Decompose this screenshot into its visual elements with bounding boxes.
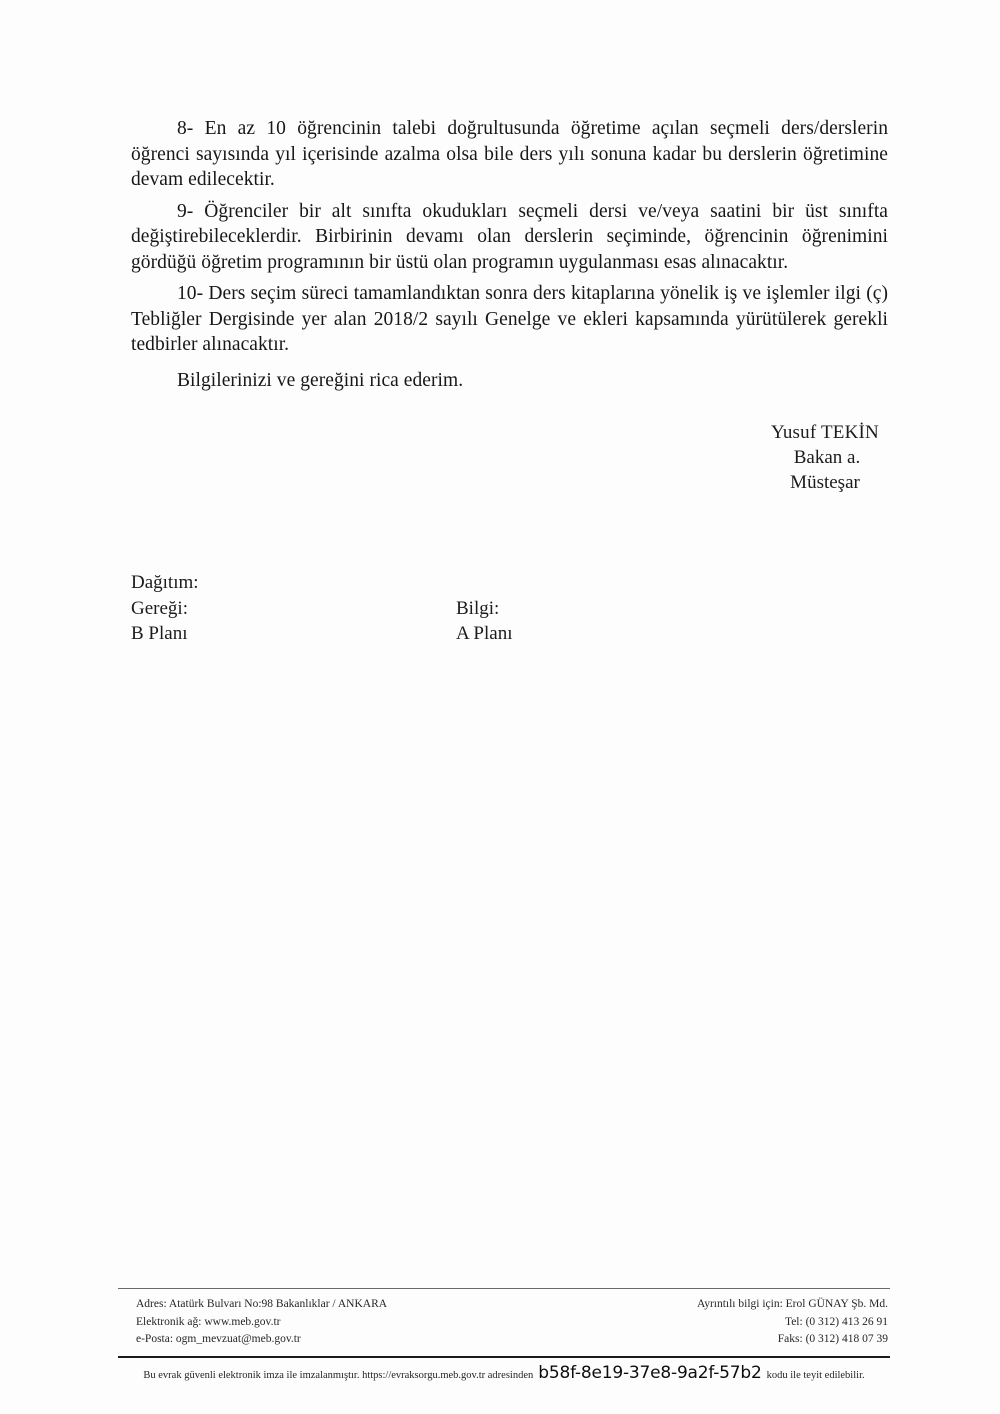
signer-name: Yusuf TEKİN xyxy=(771,422,879,443)
distribution-title: Dağıtım: xyxy=(131,572,199,593)
closing-line: Bilgilerinizi ve gereğini rica ederim. xyxy=(177,369,464,391)
signer-role-line-1: Bakan a. xyxy=(793,447,861,468)
paragraph-9: 9- Öğrenciler bir alt sınıfta okudukları seçmeli dersi ve/veya saatini bir üst sınıfta değiştirebileceklerdir. Birbirinin devamı olan derslerin seçiminde, öğrencinin öğrenimini gördüğü öğretim programının bir üstü olan programın uygulanması esas alınacaktır. xyxy=(131,200,888,273)
distribution-bilgi-value: A Planı xyxy=(456,623,513,644)
page-footer xyxy=(118,1296,890,1349)
distribution-bilgi-header: Bilgi: xyxy=(456,597,500,619)
footer-address: Adres: Atatürk Bulvarı No:98 Bakanlıklar / ANKARA xyxy=(136,1298,388,1310)
esign-verification-code: b58f-8e19-37e8-9a2f-57b2 xyxy=(538,1363,762,1383)
footer-contact-person: Ayrıntılı bilgi için: Erol GÜNAY Şb. Md. xyxy=(696,1298,888,1310)
esign-suffix-text: kodu ile teyit edilebilir. xyxy=(766,1370,865,1381)
distribution-header-row xyxy=(131,596,731,622)
footer-website: Elektronik ağ: www.meb.gov.tr xyxy=(136,1315,281,1328)
signer-role-line-2: Müsteşar xyxy=(790,472,860,493)
distribution-gereegi-value: B Planı xyxy=(131,623,188,644)
footer-address-column xyxy=(118,1296,387,1349)
footer-telephone: Tel: (0 312) 413 26 91 xyxy=(784,1315,888,1328)
footer-email: e-Posta: ogm_mevzuat@meb.gov.tr xyxy=(136,1333,301,1345)
footer-top-divider xyxy=(118,1288,890,1289)
esign-prefix-text: Bu evrak güvenli elektronik imza ile imzalanmıştır. https://evraksorgu.meb.gov.tr adresinden xyxy=(143,1370,534,1381)
distribution-gereegi-header: Gereği: xyxy=(131,597,188,619)
footer-contact-column xyxy=(697,1296,890,1349)
paragraph-10: 10- Ders seçim süreci tamamlandıktan sonra ders kitaplarına yönelik iş ve işlemler ilgi (ç) Tebliğler Dergisinde yer alan 2018/2 sayılı Genelge ve ekleri kapsamında yürütülerek gerekli tedbirler alınacaktır. xyxy=(131,283,888,355)
document-body xyxy=(131,116,888,399)
distribution-title-row xyxy=(131,570,731,596)
signature-block xyxy=(700,420,950,495)
distribution-block xyxy=(131,570,731,647)
distribution-title-spacer xyxy=(456,570,731,596)
footer-bottom-divider xyxy=(118,1356,890,1358)
footer-fax: Faks: (0 312) 418 07 39 xyxy=(777,1333,888,1345)
distribution-value-row xyxy=(131,621,731,647)
electronic-signature-notice xyxy=(118,1364,890,1383)
paragraph-8: 8- En az 10 öğrencinin talebi doğrultusunda öğretime açılan seçmeli ders/derslerin öğrenci sayısında yıl içerisinde azalma olsa bile ders yılı sonuna kadar bu derslerin öğretimine devam edilecektir. xyxy=(131,118,888,190)
